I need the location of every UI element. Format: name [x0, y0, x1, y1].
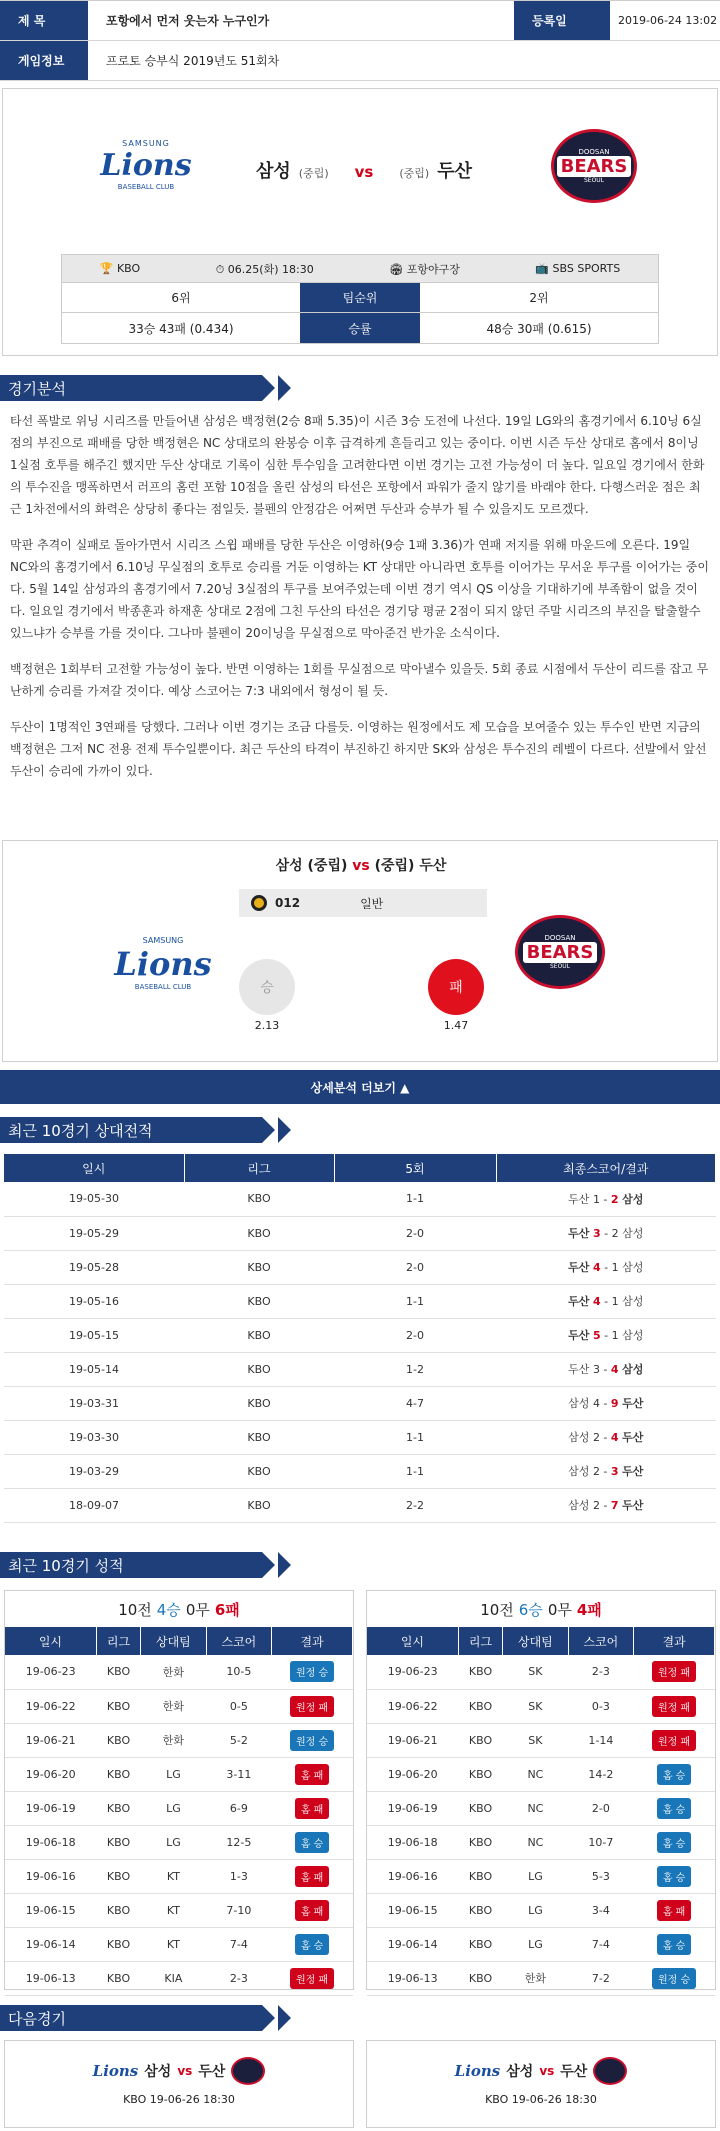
- game-number: 012: [275, 896, 301, 910]
- h2h-final: 두산 4 - 1 삼성: [496, 1284, 716, 1318]
- recent-opponent: SK: [503, 1689, 568, 1723]
- chevron-icon: [278, 2005, 291, 2031]
- recent-league: KBO: [458, 1791, 502, 1825]
- header: [0, 0, 720, 82]
- table-row: [4, 1250, 716, 1284]
- post-date: 2019-06-24 13:02: [618, 14, 718, 27]
- home-summary: 10전 4승 0무 6패: [118, 1600, 240, 1619]
- h2h-date: 19-03-30: [4, 1420, 184, 1454]
- table-row: [4, 1182, 716, 1216]
- recent-result: [634, 1655, 715, 1689]
- recent-result: [272, 1723, 353, 1757]
- recent-result: [634, 1757, 715, 1791]
- away-tag: (중립): [399, 167, 430, 180]
- analysis-text: [10, 410, 710, 796]
- proto-title: 삼성 (중립) vs (중립) 두산: [275, 858, 447, 874]
- recent-opponent: 한화: [141, 1689, 206, 1723]
- rank-label: 팀순위: [300, 283, 420, 312]
- recent-result: [272, 1757, 353, 1791]
- recent-result: [634, 1723, 715, 1757]
- recent-score: 1-3: [206, 1859, 271, 1893]
- table-row: [4, 1386, 716, 1420]
- table-row: [5, 1859, 353, 1893]
- table-row: [367, 1655, 715, 1689]
- recent-score: 5-2: [206, 1723, 271, 1757]
- recent-score: 7-10: [206, 1893, 271, 1927]
- away-team: 두산: [437, 161, 472, 182]
- h2h-inning5: 2-0: [334, 1216, 496, 1250]
- recent-date: 19-06-13: [5, 1961, 96, 1995]
- next-game-right[interactable]: [366, 2040, 716, 2128]
- chevron-icon: [278, 375, 291, 401]
- recent-league: KBO: [96, 1723, 140, 1757]
- lions-logo: SAMSUNG Lions BASEBALL CLUB: [114, 935, 212, 991]
- col-opponent: 상대팀: [141, 1627, 206, 1655]
- bears-logo: [593, 2057, 627, 2085]
- next-opponent: 두산: [560, 2064, 588, 2080]
- h2h-final: 두산 3 - 2 삼성: [496, 1216, 716, 1250]
- recent-opponent: KIA: [141, 1961, 206, 1995]
- recent-result: [634, 1825, 715, 1859]
- table-row: [367, 1791, 715, 1825]
- bears-logo: DOOSAN BEARS SEOUL: [551, 129, 637, 203]
- table-row: [5, 1655, 353, 1689]
- recent-score: 1-14: [568, 1723, 633, 1757]
- col-result: 결과: [272, 1627, 353, 1655]
- away-rank: 2위: [529, 291, 549, 305]
- recent-league: KBO: [96, 1655, 140, 1689]
- table-row: [367, 1723, 715, 1757]
- away-summary: 10전 6승 0무 4패: [480, 1600, 602, 1619]
- info-label: 게임정보: [0, 41, 88, 80]
- analysis-paragraph: 두산이 1명적인 3연패를 당했다. 그러나 이번 경기는 조금 다를듯. 이영하는 원정에서도 제 모습을 보여줄수 있는 투수인 반면 지금의 백정현은 그저 NC 전용 전제 투수일뿐이다. 최근 두산의 타격이 부진하긴 하지만 SK와 삼성은 투수진의 레벨이 다르다. 선발에서 앞선 두산이 승리에 가까이 있다.: [10, 720, 707, 778]
- recent-result: [634, 1859, 715, 1893]
- game-row: [239, 889, 487, 917]
- matchup: [239, 157, 489, 183]
- recent-title: 최근 10경기 성적: [0, 1552, 262, 1578]
- result-badge: 원정 패: [290, 1968, 334, 1989]
- recent-score: 10-7: [568, 1825, 633, 1859]
- bears-logo: DOOSAN BEARS SEOUL: [515, 915, 605, 989]
- result-badge: 홈 패: [295, 1900, 330, 1921]
- h2h-final: 삼성 2 - 7 두산: [496, 1488, 716, 1522]
- recent-result: [634, 1961, 715, 1995]
- table-row: [5, 1893, 353, 1927]
- h2h-inning5: 2-2: [334, 1488, 496, 1522]
- h2h-date: 19-05-28: [4, 1250, 184, 1284]
- record-row: [62, 313, 658, 343]
- chevron-icon: [262, 1117, 275, 1143]
- recent-result: [272, 1893, 353, 1927]
- col-date: 일시: [367, 1627, 458, 1655]
- result-badge: 원정 승: [290, 1730, 334, 1751]
- result-badge: 홈 승: [657, 1764, 692, 1785]
- game-info: 프로토 승부식 2019년도 51회차: [106, 54, 280, 68]
- chevron-icon: [278, 1117, 291, 1143]
- recent-opponent: 한화: [503, 1961, 568, 1995]
- recent-opponent: LG: [141, 1791, 206, 1825]
- h2h-inning5: 1-1: [334, 1284, 496, 1318]
- recent-opponent: LG: [503, 1893, 568, 1927]
- recent-score: 7-4: [568, 1927, 633, 1961]
- recent-date: 19-06-23: [5, 1655, 96, 1689]
- recent-opponent: NC: [503, 1791, 568, 1825]
- recent-league: KBO: [458, 1757, 502, 1791]
- recent-league: KBO: [96, 1859, 140, 1893]
- col-date: 일시: [4, 1154, 184, 1182]
- lions-logo: Lions: [92, 2062, 139, 2080]
- stadium-icon: 🏟: [389, 262, 404, 276]
- recent-opponent: SK: [503, 1723, 568, 1757]
- trophy-icon: 🏆: [99, 262, 114, 275]
- recent-opponent: NC: [503, 1757, 568, 1791]
- recent-result: [272, 1859, 353, 1893]
- h2h-league: KBO: [184, 1318, 334, 1352]
- h2h-date: 19-05-30: [4, 1182, 184, 1216]
- recent-score: 3-4: [568, 1893, 633, 1927]
- recent-date: 19-06-21: [5, 1723, 96, 1757]
- recent-score: 6-9: [206, 1791, 271, 1825]
- h2h-date: 19-05-15: [4, 1318, 184, 1352]
- result-badge: 원정 패: [652, 1730, 696, 1751]
- lose-button[interactable]: 패: [428, 959, 484, 1015]
- recent-opponent: LG: [503, 1859, 568, 1893]
- h2h-final: 삼성 4 - 9 두산: [496, 1386, 716, 1420]
- more-analysis-button[interactable]: 상세분석 더보기 ▲: [0, 1070, 720, 1104]
- next-opponent: 두산: [198, 2064, 226, 2080]
- proto-box: [2, 840, 718, 1062]
- table-row: [5, 1927, 353, 1961]
- recent-league: KBO: [458, 1961, 502, 1995]
- result-badge: 홈 패: [657, 1900, 692, 1921]
- result-badge: 홈 승: [295, 1832, 330, 1853]
- recent-result: [634, 1893, 715, 1927]
- recent-date: 19-06-16: [367, 1859, 458, 1893]
- h2h-inning5: 1-2: [334, 1352, 496, 1386]
- recent-date: 19-06-23: [367, 1655, 458, 1689]
- result-badge: 홈 패: [295, 1798, 330, 1819]
- recent-date: 19-06-16: [5, 1859, 96, 1893]
- table-row: [367, 1757, 715, 1791]
- recent-date: 19-06-15: [367, 1893, 458, 1927]
- table-row: [4, 1352, 716, 1386]
- recent-score: 10-5: [206, 1655, 271, 1689]
- col-opponent: 상대팀: [503, 1627, 568, 1655]
- h2h-date: 19-05-16: [4, 1284, 184, 1318]
- recent-score: 14-2: [568, 1757, 633, 1791]
- recent-date: 19-06-22: [5, 1689, 96, 1723]
- recent-score: 2-0: [568, 1791, 633, 1825]
- recent-league: KBO: [96, 1893, 140, 1927]
- analysis-paragraph: 막판 추격이 실패로 돌아가면서 시리즈 스윕 패배를 당한 두산은 이영하(9승 1패 3.36)가 연패 저지를 위해 마운드에 오른다. 19일 NC와의 홈경기에서 6.10닝 무실점의 호투로 승리를 거둔 이영하는 KT 상대만 아니라면 호투를 이어가는 무서운 투구를 이어가는 중이다. 5월 14일 삼성과의 홈경기에서 7.20닝 3실점의 투구를 보여주었는데 이번 경기 역시 QS 이상을 기대하기에 부족함이 없을 것이다. 일요일 경기에서 박종훈과 하재훈 상대로 2점에 그친 두산의 타선은 경기당 평균 2점이 되지 않던 주말 시리즈의 부진을 탈출할수 있느냐가 승부를 가를 것이다. 그나마 불펜이 20이닝을 무실점으로 막아준건 반가운 소식이다.: [10, 538, 709, 640]
- recent-result: [272, 1825, 353, 1859]
- recent-opponent: 한화: [141, 1723, 206, 1757]
- table-row: [5, 1757, 353, 1791]
- table-row: [5, 1825, 353, 1859]
- result-badge: 원정 승: [290, 1661, 334, 1682]
- recent-league: KBO: [458, 1893, 502, 1927]
- h2h-inning5: 2-0: [334, 1318, 496, 1352]
- table-row: [5, 1961, 353, 1995]
- recent-score: 5-3: [568, 1859, 633, 1893]
- h2h-league: KBO: [184, 1386, 334, 1420]
- recent-score: 0-5: [206, 1689, 271, 1723]
- h2h-league: KBO: [184, 1182, 334, 1216]
- recent-score: 7-2: [568, 1961, 633, 1995]
- col-league: 리그: [458, 1627, 502, 1655]
- chevron-icon: [278, 1552, 291, 1578]
- result-badge: 원정 패: [652, 1661, 696, 1682]
- recent-result: [272, 1961, 353, 1995]
- h2h-table: [4, 1154, 716, 1523]
- analysis-paragraph: 타선 폭발로 위닝 시리즈를 만들어낸 삼성은 백정현(2승 8패 5.35)이 시즌 3승 도전에 나선다. 19일 LG와의 홈경기에서 6.10닝 6실점의 부진으로 패배를 당한 백정현은 NC 상대로의 완봉승 이후 급격하게 흔들리고 있는 중이다. 이번 시즌 두산 상대로 홈에서 8이닝 1실점 호투를 해주긴 했지만 두산 상대로 기록이 심한 투수임을 고려한다면 이번 경기는 고전 가능성이 더 높다. 일요일 경기에서 한화의 투수진을 맹폭하면서 러프의 홈런 포함 10점을 올린 삼성의 타선은 포항에서 파워가 줄지 않기를 바래야 한다. 다행스러운 점은 최근 1차전에서의 화력은 상당히 좋다는 점일듯. 불펜의 안정감은 어쩌면 두산과 승부가 될 수 있을지도 모르겠다.: [10, 414, 705, 516]
- h2h-final: 삼성 2 - 4 두산: [496, 1420, 716, 1454]
- table-row: [367, 1825, 715, 1859]
- h2h-inning5: 2-0: [334, 1250, 496, 1284]
- recent-score: 7-4: [206, 1927, 271, 1961]
- col-score: 스코어: [568, 1627, 633, 1655]
- h2h-title: 최근 10경기 상대전적: [0, 1117, 262, 1143]
- h2h-league: KBO: [184, 1352, 334, 1386]
- recent-score: 0-3: [568, 1689, 633, 1723]
- bears-logo: [231, 2057, 265, 2085]
- table-row: [4, 1318, 716, 1352]
- home-recent-panel: [4, 1590, 354, 1990]
- recent-league: KBO: [458, 1723, 502, 1757]
- h2h-league: KBO: [184, 1284, 334, 1318]
- match-info-table: [61, 254, 659, 344]
- table-row: [4, 1420, 716, 1454]
- h2h-inning5: 1-1: [334, 1420, 496, 1454]
- clock-icon: ⏱: [215, 262, 225, 276]
- next-team: 삼성: [506, 2064, 534, 2080]
- table-row: [4, 1454, 716, 1488]
- date-label: 등록일: [514, 1, 610, 40]
- h2h-league: KBO: [184, 1488, 334, 1522]
- table-row: [367, 1893, 715, 1927]
- h2h-final: 두산 1 - 2 삼성: [496, 1182, 716, 1216]
- recent-opponent: LG: [141, 1825, 206, 1859]
- h2h-inning5: 4-7: [334, 1386, 496, 1420]
- home-team: 삼성: [256, 161, 291, 182]
- result-badge: 홈 승: [295, 1934, 330, 1955]
- result-badge: 홈 승: [657, 1866, 692, 1887]
- recent-date: 19-06-21: [367, 1723, 458, 1757]
- col-result: 결과: [634, 1627, 715, 1655]
- recent-date: 19-06-13: [367, 1961, 458, 1995]
- table-row: [367, 1689, 715, 1723]
- recent-league: KBO: [96, 1961, 140, 1995]
- lions-logo: SAMSUNG Lions BASEBALL CLUB: [100, 139, 192, 191]
- recent-result: [634, 1927, 715, 1961]
- title-label: 제 목: [0, 1, 88, 40]
- lose-odds: 1.47: [443, 1019, 469, 1032]
- h2h-final: 삼성 2 - 3 두산: [496, 1454, 716, 1488]
- result-badge: 홈 승: [657, 1832, 692, 1853]
- recent-league: KBO: [96, 1791, 140, 1825]
- recent-league: KBO: [96, 1825, 140, 1859]
- analysis-paragraph: 백정현은 1회부터 고전할 가능성이 높다. 반면 이영하는 1회를 무실점으로 막아낼수 있을듯. 5회 종료 시점에서 두산이 리드를 잡고 무난하게 승리를 가져갈 것이다. 예상 스코어는 7:3 내외에서 형성이 될 듯.: [10, 662, 709, 698]
- col-league: 리그: [96, 1627, 140, 1655]
- win-odds: 2.13: [254, 1019, 280, 1032]
- table-row: [4, 1216, 716, 1250]
- h2h-final: 두산 4 - 1 삼성: [496, 1250, 716, 1284]
- recent-league: KBO: [458, 1689, 502, 1723]
- recent-result: [634, 1689, 715, 1723]
- lions-logo: Lions: [454, 2062, 501, 2080]
- recent-date: 19-06-20: [5, 1757, 96, 1791]
- analysis-title: 경기분석: [0, 375, 262, 401]
- match-box: [2, 88, 718, 356]
- h2h-date: 18-09-07: [4, 1488, 184, 1522]
- recent-opponent: KT: [141, 1893, 206, 1927]
- next-info: KBO 19-06-26 18:30: [485, 2093, 597, 2106]
- away-recent-panel: [366, 1590, 716, 1990]
- recent-date: 19-06-18: [367, 1825, 458, 1859]
- recent-date: 19-06-18: [5, 1825, 96, 1859]
- stadium-info[interactable]: 🏟 포항야구장: [389, 262, 460, 276]
- win-button[interactable]: 승: [239, 959, 295, 1015]
- recent-date: 19-06-20: [367, 1757, 458, 1791]
- recent-opponent: 한화: [141, 1655, 206, 1689]
- h2h-date: 19-03-29: [4, 1454, 184, 1488]
- col-date: 일시: [5, 1627, 96, 1655]
- col-inning5: 5회: [334, 1154, 496, 1182]
- recent-score: 3-11: [206, 1757, 271, 1791]
- recent-score: 2-3: [206, 1961, 271, 1995]
- recent-opponent: NC: [503, 1825, 568, 1859]
- recent-date: 19-06-15: [5, 1893, 96, 1927]
- col-league: 리그: [184, 1154, 334, 1182]
- result-badge: 홈 승: [657, 1798, 692, 1819]
- h2h-league: KBO: [184, 1454, 334, 1488]
- game-type: 일반: [360, 896, 384, 911]
- away-record: 48승 30패 (0.615): [486, 321, 592, 336]
- result-badge: 홈 패: [295, 1764, 330, 1785]
- home-rank: 6위: [171, 291, 191, 305]
- table-row: [367, 1961, 715, 1995]
- recent-result: [634, 1791, 715, 1825]
- recent-result: [272, 1927, 353, 1961]
- recent-date: 19-06-19: [5, 1791, 96, 1825]
- league-info: 🏆 KBO: [99, 262, 141, 275]
- recent-opponent: LG: [503, 1927, 568, 1961]
- result-badge: 원정 승: [652, 1968, 696, 1989]
- broadcast-info: 📺 SBS SPORTS: [535, 262, 621, 275]
- h2h-inning5: 1-1: [334, 1454, 496, 1488]
- h2h-league: KBO: [184, 1420, 334, 1454]
- recent-result: [272, 1689, 353, 1723]
- recent-league: KBO: [96, 1757, 140, 1791]
- recent-opponent: KT: [141, 1927, 206, 1961]
- h2h-date: 19-05-14: [4, 1352, 184, 1386]
- h2h-final: 두산 3 - 4 삼성: [496, 1352, 716, 1386]
- recent-date: 19-06-22: [367, 1689, 458, 1723]
- rank-row: [62, 283, 658, 313]
- recent-league: KBO: [458, 1859, 502, 1893]
- recent-opponent: LG: [141, 1757, 206, 1791]
- table-row: [5, 1723, 353, 1757]
- page-title: 포항에서 먼저 웃는자 누구인가: [106, 14, 270, 28]
- recent-result: [272, 1655, 353, 1689]
- h2h-league: KBO: [184, 1216, 334, 1250]
- result-badge: 홈 패: [295, 1866, 330, 1887]
- next-title: 다음경기: [0, 2005, 262, 2031]
- vs-label: vs: [539, 2064, 555, 2078]
- table-row: [5, 1689, 353, 1723]
- recent-date: 19-06-14: [5, 1927, 96, 1961]
- h2h-inning5: 1-1: [334, 1182, 496, 1216]
- recent-league: KBO: [96, 1689, 140, 1723]
- recent-opponent: SK: [503, 1655, 568, 1689]
- target-icon: [251, 895, 267, 911]
- h2h-final: 두산 5 - 1 삼성: [496, 1318, 716, 1352]
- col-score: 스코어: [206, 1627, 271, 1655]
- tv-icon: 📺: [535, 262, 550, 275]
- recent-league: KBO: [458, 1927, 502, 1961]
- chevron-icon: [262, 1552, 275, 1578]
- vs-label: vs: [177, 2064, 193, 2078]
- datetime-info: ⏱ 06.25(화) 18:30: [215, 262, 314, 276]
- record-label: 승률: [300, 313, 420, 343]
- next-info: KBO 19-06-26 18:30: [123, 2093, 235, 2106]
- h2h-league: KBO: [184, 1250, 334, 1284]
- chevron-icon: [262, 2005, 275, 2031]
- home-record: 33승 43패 (0.434): [128, 321, 234, 336]
- next-team: 삼성: [144, 2064, 172, 2080]
- result-badge: 홈 승: [657, 1934, 692, 1955]
- col-final: 최종스코어/결과: [496, 1154, 716, 1182]
- recent-league: KBO: [458, 1825, 502, 1859]
- table-row: [367, 1859, 715, 1893]
- table-row: [4, 1488, 716, 1522]
- h2h-date: 19-05-29: [4, 1216, 184, 1250]
- recent-score: 2-3: [568, 1655, 633, 1689]
- result-badge: 원정 패: [290, 1696, 334, 1717]
- recent-result: [272, 1791, 353, 1825]
- vs-label: vs: [354, 163, 374, 181]
- recent-league: KBO: [458, 1655, 502, 1689]
- chevron-icon: [262, 375, 275, 401]
- recent-league: KBO: [96, 1927, 140, 1961]
- next-game-left[interactable]: [4, 2040, 354, 2128]
- recent-opponent: KT: [141, 1859, 206, 1893]
- table-row: [367, 1927, 715, 1961]
- recent-date: 19-06-14: [367, 1927, 458, 1961]
- recent-date: 19-06-19: [367, 1791, 458, 1825]
- table-row: [4, 1284, 716, 1318]
- recent-score: 12-5: [206, 1825, 271, 1859]
- home-tag: (중립): [298, 167, 329, 180]
- h2h-date: 19-03-31: [4, 1386, 184, 1420]
- result-badge: 원정 패: [652, 1696, 696, 1717]
- table-row: [5, 1791, 353, 1825]
